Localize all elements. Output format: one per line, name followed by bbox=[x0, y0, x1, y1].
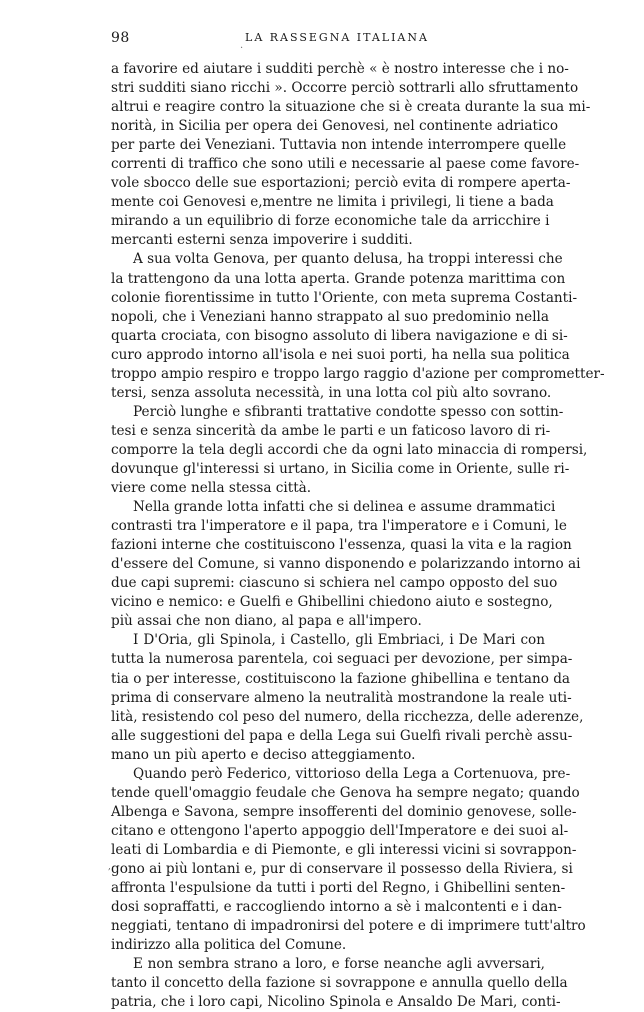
text-line: A sua volta Genova, per quanto delusa, ha troppi interessi che bbox=[133, 251, 563, 268]
text-line: tesi e senza sincerità da ambe le parti e un faticoso lavoro di ri- bbox=[111, 422, 551, 439]
text-line: lità, resistendo col peso del numero, della ricchezza, delle aderenze, bbox=[111, 708, 584, 725]
text-line: contrasti tra l'imperatore e il papa, tra l'imperatore e i Comuni, le bbox=[111, 518, 567, 535]
text-line: citano e ottengono l'aperto appoggio dell'Imperatore e dei suoi al- bbox=[111, 822, 569, 839]
text-line: curo approdo intorno all'isola e nei suoi porti, ha nella sua politica bbox=[111, 346, 570, 363]
text-line: indirizzo alla politica del Comune. bbox=[111, 937, 347, 954]
text-line: norità, in Sicilia per opera dei Genovesi, nel continente adriatico bbox=[111, 118, 559, 135]
text-line: nopoli, che i Veneziani hanno strappato al suo predominio nella bbox=[111, 308, 549, 325]
text-line: fazioni interne che costituiscono l'essenza, quasi la vita e la ragion bbox=[111, 537, 572, 554]
text-line: più assai che non diano, al papa e all'impero. bbox=[111, 613, 422, 630]
text-line: due capi supremi: ciascuno si schiera nel campo opposto del suo bbox=[111, 575, 558, 592]
text-line: tende quell'omaggio feudale che Genova ha sempre negato; quando bbox=[111, 784, 580, 801]
margin-mark: , bbox=[108, 862, 111, 872]
paragraph bbox=[111, 955, 568, 1012]
text-line: I D'Oria, gli Spinola, i Castello, gli Embriaci, i De Mari con bbox=[133, 632, 545, 649]
text-line: stri sudditi siano ricchi ». Occorre perciò sottrarli allo sfruttamento bbox=[111, 80, 579, 97]
text-line: leati di Lombardia e di Piemonte, e gli interessi vicini si sovrappon- bbox=[111, 841, 577, 858]
paragraph bbox=[111, 765, 586, 955]
text-line: tia o per interesse, costituiscono la fazione ghibellina e tentano da bbox=[111, 670, 571, 687]
text-line: affronta l'espulsione da tutti i porti del Regno, i Ghibellini senten- bbox=[111, 880, 566, 897]
paragraph bbox=[111, 403, 588, 498]
print-speck: · bbox=[240, 43, 244, 54]
text-line: mercanti esterni senza impoverire i sudditi. bbox=[111, 232, 413, 249]
text-line: correnti di traffico che sono utili e necessarie al paese come favore- bbox=[111, 156, 580, 173]
text-line: viere come nella stessa città. bbox=[111, 480, 312, 497]
paragraph bbox=[111, 60, 591, 250]
text-line: prima di conservare almeno la neutralità mostrandone la reale uti- bbox=[111, 689, 572, 706]
text-line: E non sembra strano a loro, e forse neanche agli avversari, bbox=[133, 956, 545, 973]
text-line: dovunque gl'interessi si urtano, in Sicilia come in Oriente, sulle ri- bbox=[111, 460, 570, 477]
text-line: patria, che i loro capi, Nicolino Spinola e Ansaldo De Mari, conti- bbox=[111, 994, 561, 1011]
text-line: altrui e reagire contro la situazione che si è creata durante la sua mi- bbox=[111, 99, 591, 116]
text-line: dosi sopraffatti, e raccogliendo intorno a sè i malcontenti e i dan- bbox=[111, 899, 562, 916]
text-line: a favorire ed aiutare i sudditi perchè « è nostro interesse che i no- bbox=[111, 61, 569, 77]
running-title: LA RASSEGNA ITALIANA bbox=[245, 31, 429, 44]
text-line: d'essere del Comune, si vanno disponendo e polarizzando intorno ai bbox=[111, 556, 581, 573]
text-line: mente coi Genovesi e,mentre ne limita i privilegi, li tiene a bada bbox=[111, 194, 554, 211]
text-line: per parte dei Veneziani. Tuttavia non intende interrompere quelle bbox=[111, 137, 567, 154]
text-line: quarta crociata, con bisogno assoluto di libera navigazione e di si- bbox=[111, 327, 568, 344]
text-line: comporre la tela degli accordi che da ogni lato minaccia di rompersi, bbox=[111, 441, 588, 458]
text-line: neggiati, tentano di impadronirsi del potere e di imprimere tutt'altro bbox=[111, 918, 586, 935]
text-line: vicino e nemico: e Guelfi e Ghibellini chiedono aiuto e sostegno, bbox=[111, 594, 553, 611]
text-line: troppo ampio respiro e troppo largo raggio d'azione per comprometter- bbox=[111, 365, 605, 382]
text-line: tutta la numerosa parentela, coi seguaci per devozione, per simpa- bbox=[111, 651, 573, 668]
text-line: gono ai più lontani e, pur di conservare il possesso della Riviera, si bbox=[111, 860, 573, 877]
body-text bbox=[111, 60, 605, 1012]
paragraph bbox=[111, 498, 581, 631]
text-line: mano un più aperto e deciso atteggiamento. bbox=[111, 746, 416, 763]
text-line: alle suggestioni del papa e della Lega sui Guelfi rivali perchè assu- bbox=[111, 727, 573, 744]
text-line: vole sbocco delle sue esportazioni; perciò evita di rompere aperta- bbox=[111, 175, 571, 192]
text-line: tanto il concetto della fazione si sovrappone e annulla quello della bbox=[111, 975, 568, 992]
text-line: colonie fiorentissime in tutto l'Oriente, con meta suprema Costanti- bbox=[111, 289, 578, 306]
page-number: 98 bbox=[111, 30, 130, 46]
text-line: Quando però Federico, vittorioso della Lega a Cortenuova, pre- bbox=[133, 765, 571, 782]
text-line: tersi, senza assoluta necessità, in una lotta col più alto sovrano. bbox=[111, 384, 552, 401]
text-line: Nella grande lotta infatti che si delinea e assume drammatici bbox=[133, 499, 556, 516]
text-line: mirando a un equilibrio di forze economiche tale da arricchire i bbox=[111, 213, 550, 230]
paragraph bbox=[111, 250, 605, 402]
paragraph bbox=[111, 631, 584, 764]
text-line: Albenga e Savona, sempre insofferenti del dominio genovese, solle- bbox=[111, 803, 577, 820]
text-line: Perciò lunghe e sfibranti trattative condotte spesso con sottin- bbox=[133, 403, 564, 420]
text-line: la trattengono da una lotta aperta. Grande potenza marittima con bbox=[111, 270, 566, 287]
